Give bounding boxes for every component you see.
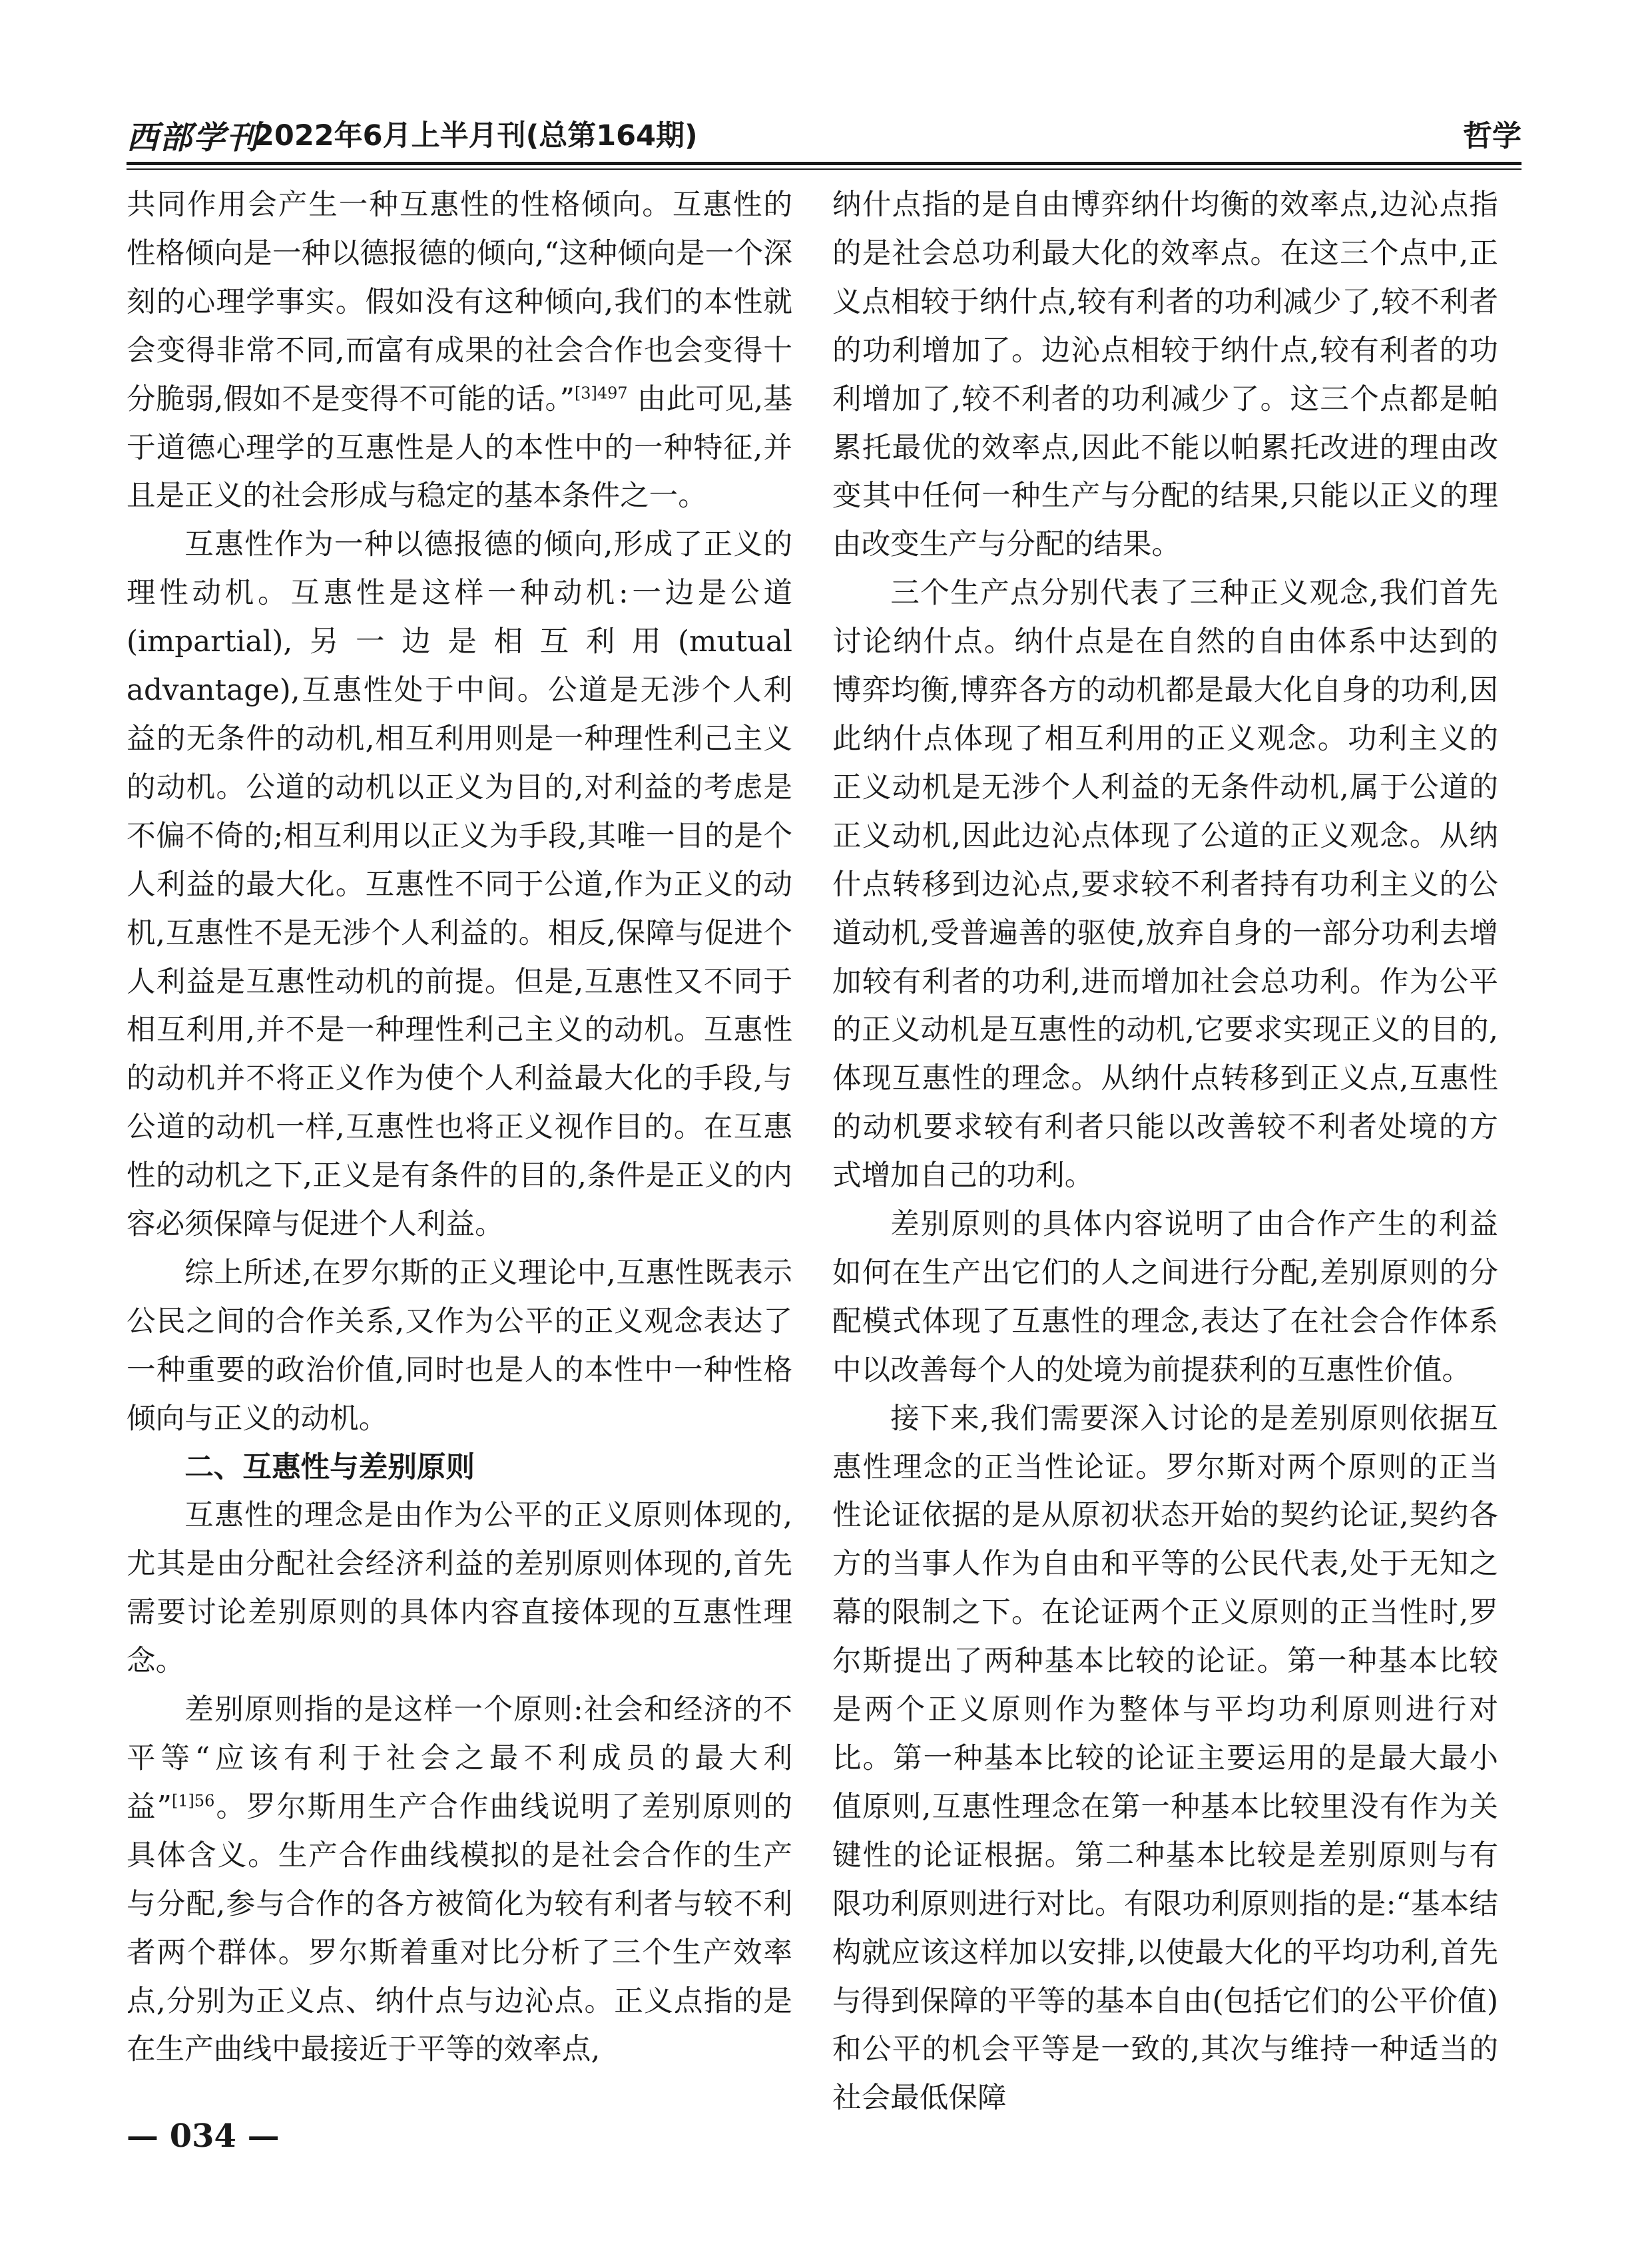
paragraph: 纳什点指的是自由博弈纳什均衡的效率点,边沁点指的是社会总功利最大化的效率点。在这三个点中,正义点相较于纳什点,较有利者的功利减少了,较不利者的功利增加了。边沁点相较于纳什点,较有利者的功利增加了,较不利者的功利减少了。这三个点都是帕累托最优的效率点,因此不能以帕累托改进的理由改变其中任何一种生产与分配的结果,只能以正义的理由改变生产与分配的结果。: [832, 188, 1498, 562]
paragraph: 三个生产点分别代表了三种正义观念,我们首先讨论纳什点。纳什点是在自然的自由体系中达到的博弈均衡,博弈各方的动机都是最大化自身的功利,因此纳什点体现了相互利用的正义观念。功利主义的正义动机是无涉个人利益的无条件动机,属于公道的正义动机,因此边沁点体现了公道的正义观念。从纳什点转移到边沁点,要求较不利者持有功利主义的公道动机,受普遍善的驱使,放弃自身的一部分功利去增加较有利者的功利,进而增加社会总功利。作为公平的正义动机是互惠性的动机,它要求实现正义的目的,体现互惠性的理念。从纳什点转移到正义点,互惠性的动机要求较有利者只能以改善较不利者处境的方式增加自己的功利。: [832, 577, 1498, 1193]
paragraph: 差别原则的具体内容说明了由合作产生的利益如何在生产出它们的人之间进行分配,差别原则的分配模式体现了互惠性的理念,表达了在社会合作体系中以改善每个人的处境为前提获利的互惠性价值。: [832, 1208, 1498, 1387]
citation: [3]497: [574, 384, 628, 403]
section-heading: 二、互惠性与差别原则: [184, 1450, 475, 1484]
header-rule-thin: [127, 168, 1521, 170]
paragraph: 共同作用会产生一种互惠性的性格倾向。互惠性的性格倾向是一种以德报德的倾向,“这种倾向是一个深刻的心理学事实。假如没有这种倾向,我们的本性就会变得非常不同,而富有成果的社会合作也会变得十分脆弱,假如不是变得不可能的话。”$^{[3]497}$ 由此可见,基于道德心理学的互惠性是人的本性中的一种特征,并且是正义的社会形成与稳定的基本条件之一。: [127, 188, 792, 513]
page-number: — 034 —: [127, 2117, 280, 2155]
paragraph: 互惠性的理念是由作为公平的正义原则体现的,尤其是由分配社会经济利益的差别原则体现的,首先需要讨论差别原则的具体内容直接体现的互惠性理念。: [127, 1499, 792, 1679]
paragraph: 接下来,我们需要深入讨论的是差别原则依据互惠性理念的正当性论证。罗尔斯对两个原则的正当性论证依据的是从原初状态开始的契约论证,契约各方的当事人作为自由和平等的公民代表,处于无知之幕的限制之下。在论证两个正义原则的正当性时,罗尔斯提出了两种基本比较的论证。第一种基本比较是两个正义原则作为整体与平均功利原则进行对比。第一种基本比较的论证主要运用的是最大最小值原则,互惠性理念在第一种基本比较里没有作为关键性的论证根据。第二种基本比较是差别原则与有限功利原则进行对比。有限功利原则指的是:“基本结构就应该这样加以安排,以使最大化的平均功利,首先与得到保障的平等的基本自由(包括它们的公平价值)和公平的机会平等是一致的,其次与维持一种适当的社会最低保障: [832, 1402, 1498, 2115]
paragraph: 综上所述,在罗尔斯的正义理论中,互惠性既表示公民之间的合作关系,又作为公平的正义观念表达了一种重要的政治价值,同时也是人的本性中一种性格倾向与正义的动机。: [127, 1256, 792, 1436]
left-column: [127, 181, 792, 2132]
paragraph: 差别原则指的是这样一个原则:社会和经济的不平等“应该有利于社会之最不利成员的最大利益”$^{[1]56}$。罗尔斯用生产合作曲线说明了差别原则的具体含义。生产合作曲线模拟的是社会合作的生产与分配,参与合作的各方被简化为较有利者与较不利者两个群体。罗尔斯着重对比分析了三个生产效率点,分别为正义点、纳什点与边沁点。正义点指的是在生产曲线中最接近于平等的效率点,: [127, 1693, 792, 2067]
running-header: [127, 107, 1521, 160]
citation: [1]56: [171, 1791, 215, 1811]
issue-info: 2022年6月上半月刊(总第164期): [254, 119, 698, 152]
journal-logo: 西部学刊: [127, 119, 260, 156]
section-label: 哲学: [1463, 119, 1521, 153]
header-rule: [127, 162, 1521, 165]
right-column: [832, 181, 1498, 2132]
paragraph: 互惠性作为一种以德报德的倾向,形成了正义的理性动机。互惠性是这样一种动机:一边是公道(impartial),另一边是相互利用(mutual advantage),互惠性处于中间。公道是无涉个人利益的无条件的动机,相互利用则是一种理性利己主义的动机。公道的动机以正义为目的,对利益的考虑是不偏不倚的;相互利用以正义为手段,其唯一目的是个人利益的最大化。互惠性不同于公道,作为正义的动机,互惠性不是无涉个人利益的。相反,保障与促进个人利益是互惠性动机的前提。但是,互惠性又不同于相互利用,并不是一种理性利己主义的动机。互惠性的动机并不将正义作为使个人利益最大化的手段,与公道的动机一样,互惠性也将正义视作目的。在互惠性的动机之下,正义是有条件的目的,条件是正义的内容必须保障与促进个人利益。: [127, 528, 792, 1242]
